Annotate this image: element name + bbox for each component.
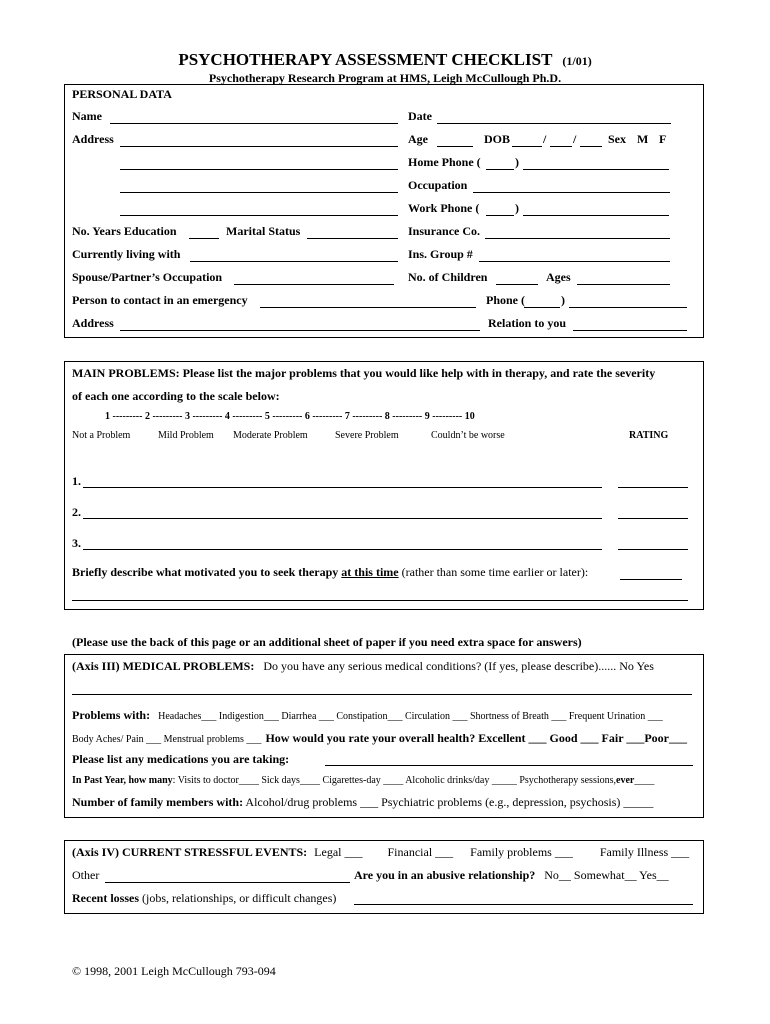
past-year-ever: ever <box>616 775 635 786</box>
spouse-occupation-label: Spouse/Partner’s Occupation <box>72 270 223 284</box>
motivation-field-2[interactable] <box>72 600 688 601</box>
emergency-address-field[interactable] <box>120 330 480 331</box>
address-field-4[interactable] <box>120 215 398 216</box>
abusive-row <box>354 868 669 883</box>
dob-day-field[interactable] <box>550 146 572 147</box>
no-children-label: No. of Children <box>408 270 488 284</box>
emergency-address-label: Address <box>72 316 114 330</box>
family-members-row <box>72 795 653 810</box>
recent-losses-row <box>72 891 336 906</box>
address-label: Address <box>72 132 114 146</box>
problems-with-label: Problems with: <box>72 708 151 722</box>
severity-scale: 1 --------- 2 --------- 3 --------- 4 --------- 5 --------- 6 --------- 7 --------- 8 --------- 9 --------- 10 <box>105 411 475 422</box>
stressful-events-heading: (Axis IV) CURRENT STRESSFUL EVENTS: <box>72 845 308 859</box>
problem-field-3[interactable] <box>83 549 602 550</box>
date-field[interactable] <box>437 123 671 124</box>
medical-question: Do you have any serious medical conditions? (If yes, please describe)...... No Yes <box>263 659 654 673</box>
no-children-field[interactable] <box>496 284 538 285</box>
ins-group-label: Ins. Group # <box>408 247 473 261</box>
scale-label-5: Couldn’t be worse <box>431 430 505 441</box>
title-date: (1/01) <box>562 54 592 68</box>
medical-description-field[interactable] <box>72 694 692 695</box>
past-year-list: : Visits to doctor____ Sick days____ Cigarettes-day ____ Alcoholic drinks/day _____ Psychotherapy sessions, <box>172 775 617 786</box>
abusive-question: Are you in an abusive relationship? <box>354 868 536 882</box>
emergency-contact-field[interactable] <box>260 307 476 308</box>
work-phone-paren: ) <box>515 201 519 215</box>
emergency-phone-paren: ) <box>561 293 565 307</box>
recent-losses-text: (jobs, relationships, or difficult changes) <box>138 891 337 905</box>
emergency-phone-field[interactable] <box>569 307 687 308</box>
problem-field-2[interactable] <box>83 518 602 519</box>
date-label: Date <box>408 109 432 123</box>
medical-problems-row <box>72 659 654 674</box>
currently-living-label: Currently living with <box>72 247 181 261</box>
health-rating-row <box>72 729 687 747</box>
problem-number-1: 1. <box>72 474 81 488</box>
medications-label: Please list any medications you are taking: <box>72 752 290 766</box>
extra-space-note: (Please use the back of this page or an additional sheet of paper if you need extra space for answers) <box>72 635 582 649</box>
currently-living-field[interactable] <box>190 261 398 262</box>
overall-health-question: How would you rate your overall health? Excellent ___ Good ___ Fair ___Poor___ <box>265 731 687 745</box>
main-problems-intro-2: of each one according to the scale below: <box>72 389 280 403</box>
work-phone-area-field[interactable] <box>486 215 514 216</box>
dob-month-field[interactable] <box>512 146 542 147</box>
body-aches-menstrual: Body Aches/ Pain ___ Menstrual problems ___ <box>72 734 262 745</box>
family-members-list: Alcohol/drug problems ___ Psychiatric problems (e.g., depression, psychosis) _____ <box>243 795 654 809</box>
address-field-1[interactable] <box>120 146 398 147</box>
name-label: Name <box>72 109 102 123</box>
emergency-phone-area-field[interactable] <box>524 307 560 308</box>
spouse-occupation-field[interactable] <box>234 284 394 285</box>
problem-number-2: 2. <box>72 505 81 519</box>
occupation-field[interactable] <box>473 192 670 193</box>
scale-label-4: Severe Problem <box>335 430 399 441</box>
rating-field-3[interactable] <box>618 549 688 550</box>
marital-status-label: Marital Status <box>226 224 301 238</box>
home-phone-field[interactable] <box>523 169 669 170</box>
home-phone-paren: ) <box>515 155 519 169</box>
age-label: Age <box>408 132 428 146</box>
problems-with-row <box>72 706 663 724</box>
years-education-label: No. Years Education <box>72 224 177 238</box>
sex-option-m[interactable]: M <box>637 132 649 146</box>
relation-label: Relation to you <box>488 316 566 330</box>
stress-family-problems: Family problems ___ <box>470 845 573 859</box>
dob-separator-2: / <box>573 132 577 146</box>
emergency-phone-label: Phone ( <box>486 293 525 307</box>
dob-year-field[interactable] <box>580 146 602 147</box>
page-title <box>0 50 770 70</box>
insurance-co-label: Insurance Co. <box>408 224 481 238</box>
dob-label: DOB <box>484 132 511 146</box>
stress-family-illness: Family Illness ___ <box>599 845 690 859</box>
home-phone-area-field[interactable] <box>486 169 514 170</box>
stressful-events-row <box>72 845 689 860</box>
main-problems-intro-1: MAIN PROBLEMS: Please list the major problems that you would like help with in therapy, and rate the severity <box>72 366 656 380</box>
scale-label-3: Moderate Problem <box>233 430 308 441</box>
recent-losses-label: Recent losses <box>72 891 139 905</box>
work-phone-field[interactable] <box>523 215 669 216</box>
subtitle: Psychotherapy Research Program at HMS, Leigh McCullough Ph.D. <box>208 71 562 85</box>
ages-field[interactable] <box>577 284 670 285</box>
address-field-3[interactable] <box>120 192 398 193</box>
address-field-2[interactable] <box>120 169 398 170</box>
rating-field-2[interactable] <box>618 518 688 519</box>
other-field[interactable] <box>105 882 350 883</box>
rating-header: RATING <box>629 430 669 441</box>
title-text: PSYCHOTHERAPY ASSESSMENT CHECKLIST <box>178 50 553 69</box>
home-phone-label: Home Phone ( <box>408 155 481 169</box>
scale-label-1: Not a Problem <box>72 430 131 441</box>
dob-separator-1: / <box>543 132 547 146</box>
past-year-label: In Past Year, how many <box>72 775 173 786</box>
motivation-text-c: (rather than some time earlier or later): <box>398 565 589 579</box>
sex-label: Sex <box>608 132 626 146</box>
past-year-ever-blank: ____ <box>634 775 655 786</box>
relation-field[interactable] <box>573 330 687 331</box>
name-field[interactable] <box>110 123 398 124</box>
medications-field[interactable] <box>325 765 693 766</box>
motivation-text-emphasis: at this time <box>341 565 399 579</box>
personal-data-heading: PERSONAL DATA <box>72 87 172 101</box>
ages-label: Ages <box>546 270 571 284</box>
abusive-options: No__ Somewhat__ Yes__ <box>544 868 669 882</box>
problem-field-1[interactable] <box>83 487 602 488</box>
other-label: Other <box>72 868 100 882</box>
motivation-text-a: Briefly describe what motivated you to seek therapy <box>72 565 342 579</box>
motivation-field-1[interactable] <box>620 579 682 580</box>
stress-financial: Financial ___ <box>387 845 454 859</box>
sex-option-f[interactable]: F <box>659 132 667 146</box>
motivation-question <box>72 565 588 580</box>
rating-field-1[interactable] <box>618 487 688 488</box>
emergency-contact-label: Person to contact in an emergency <box>72 293 248 307</box>
work-phone-label: Work Phone ( <box>408 201 480 215</box>
problem-number-3: 3. <box>72 536 81 550</box>
copyright-footer: © 1998, 2001 Leigh McCullough 793-094 <box>72 964 276 978</box>
years-education-field[interactable] <box>189 238 219 239</box>
family-members-label: Number of family members with: <box>72 795 244 809</box>
past-year-row <box>72 775 654 786</box>
problems-with-list: Headaches___ Indigestion___ Diarrhea ___ Constipation___ Circulation ___ Shortness of Breath ___ Frequent Urination ___ <box>158 711 663 722</box>
recent-losses-field[interactable] <box>354 904 693 905</box>
scale-label-2: Mild Problem <box>158 430 214 441</box>
occupation-label: Occupation <box>408 178 468 192</box>
age-field[interactable] <box>437 146 473 147</box>
ins-group-field[interactable] <box>479 261 670 262</box>
insurance-co-field[interactable] <box>485 238 670 239</box>
stress-legal: Legal ___ <box>314 845 363 859</box>
medical-heading: (Axis III) MEDICAL PROBLEMS: <box>72 659 255 673</box>
marital-status-field[interactable] <box>307 238 398 239</box>
